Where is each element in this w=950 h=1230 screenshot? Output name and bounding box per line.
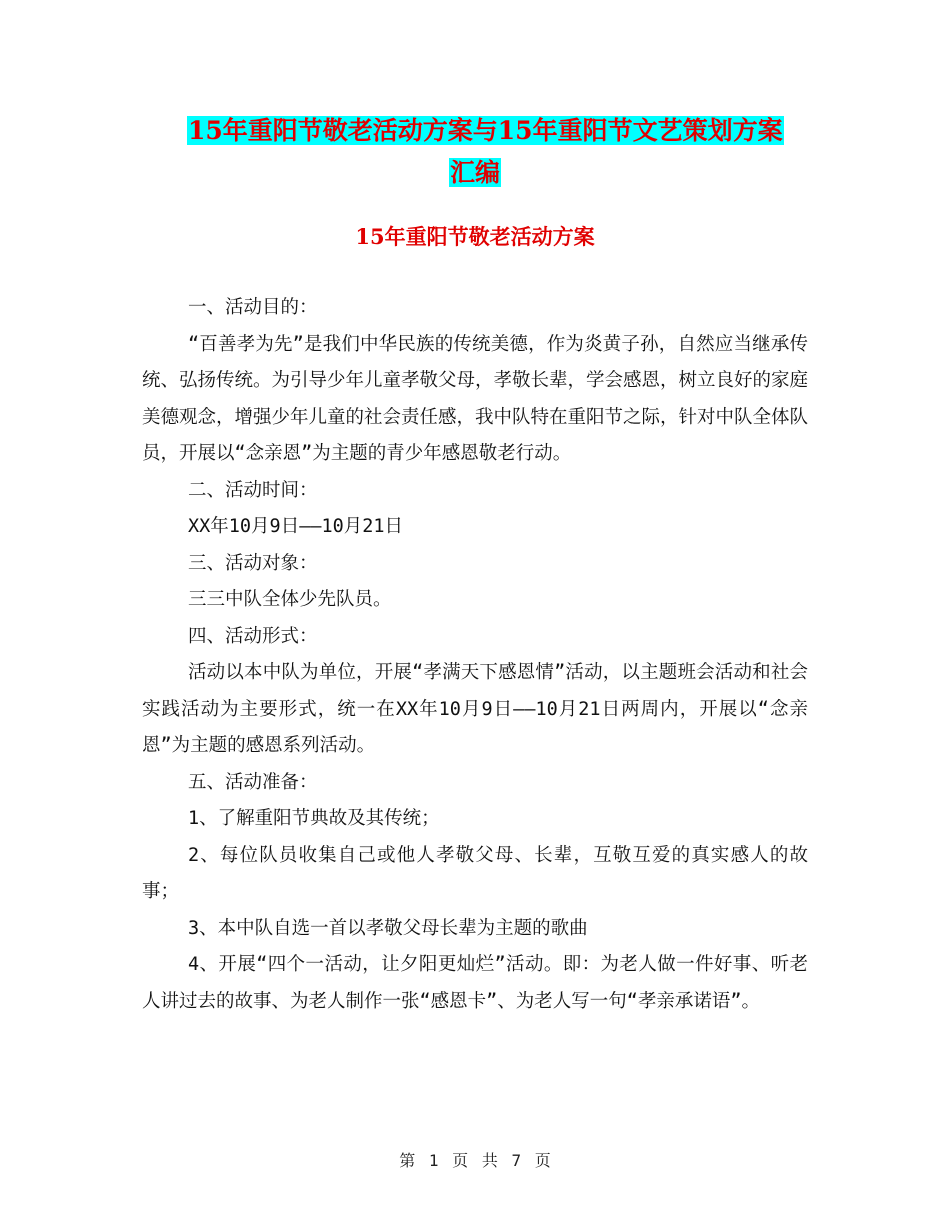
paragraph: 3、本中队自选一首以孝敬父母长辈为主题的歌曲 [188, 917, 588, 939]
section-title: 15年重阳节敬老活动方案 [355, 224, 595, 249]
document-title [0, 110, 950, 194]
paragraph: 四、活动形式： [188, 625, 318, 647]
paragraph: 2、每位队员收集自己或他人孝敬父母、长辈，互敬互爱的真实感人的故事； [142, 844, 808, 902]
paragraph: 一、活动目的： [188, 297, 318, 318]
title-line-2 [0, 152, 950, 194]
paragraph: 二、活动时间： [188, 479, 318, 501]
paragraph: 活动以本中队为单位，开展“孝满天下感恩情”活动，以主题班会活动和社会实践活动为主要形式，统一在XX年10月9日——10月21日两周内，开展以“念亲恩”为主题的感恩系列活动。 [142, 662, 808, 756]
paragraph: XX年10月9日——10月21日 [188, 516, 404, 537]
paragraph: 三三中队全体少先队员。 [188, 589, 392, 610]
title-line-1 [187, 110, 827, 152]
paragraph: 4、开展“四个一活动，让夕阳更灿烂”活动。即：为老人做一件好事、听老人讲过去的故事、为老人制作一张“感恩卡”、为老人写一句“孝亲承诺语”。 [142, 954, 808, 1012]
page-footer: 第 1 页 共 7 页 [399, 1151, 551, 1170]
paragraph: 1、了解重阳节典故及其传统； [188, 808, 440, 829]
title-line-1-text: 15年重阳节敬老活动方案与15年重阳节文艺策划方案 [188, 116, 783, 145]
title-line-2-text: 汇编 [449, 158, 500, 187]
paragraph: 三、活动对象： [188, 552, 318, 574]
paragraph: 五、活动准备： [188, 771, 318, 793]
paragraph: “百善孝为先”是我们中华民族的传统美德，作为炎黄子孙，自然应当继承传统、弘扬传统。为引导少年儿童孝敬父母，孝敬长辈，学会感恩，树立良好的家庭美德观念，增强少年儿童的社会责任感，我中队特在重阳节之际，针对中队全体队员，开展以“念亲恩”为主题的青少年感恩敬老行动。 [142, 333, 809, 464]
document-body [142, 290, 808, 1020]
